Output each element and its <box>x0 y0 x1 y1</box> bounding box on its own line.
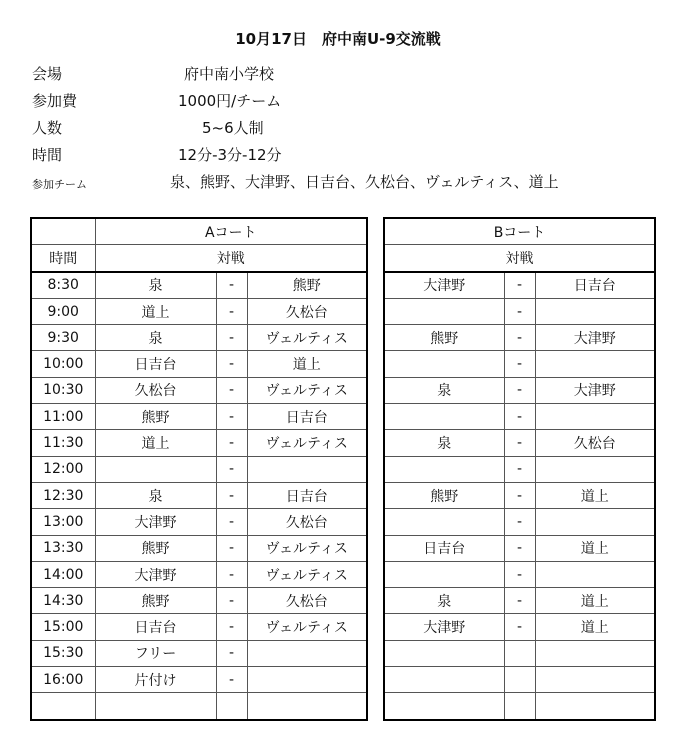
court-a-row <box>31 509 367 535</box>
time-cell: 16:00 <box>31 667 95 693</box>
blank-cell <box>31 218 95 245</box>
team-cell: ヴェルティス <box>247 535 367 561</box>
court-b-row <box>384 377 655 403</box>
court-b-row <box>384 430 655 456</box>
team-cell: 久松台 <box>535 430 655 456</box>
vs-cell: - <box>216 561 247 587</box>
court-b-row <box>384 404 655 430</box>
team-cell <box>384 640 504 666</box>
vs-cell: - <box>504 614 535 640</box>
team-cell: 熊野 <box>384 482 504 508</box>
vs-cell: - <box>504 404 535 430</box>
time-cell: 9:00 <box>31 298 95 324</box>
page-title: 10月17日 府中南U-9交流戦 <box>235 30 441 48</box>
team-cell: 日吉台 <box>95 351 216 377</box>
vs-cell: - <box>504 588 535 614</box>
court-a-match-header: 対戦 <box>95 245 367 272</box>
court-a-row <box>31 614 367 640</box>
court-b-subheader-row <box>384 245 655 272</box>
team-cell: 道上 <box>535 588 655 614</box>
court-b-row <box>384 456 655 482</box>
vs-cell: - <box>504 298 535 324</box>
court-a-row <box>31 404 367 430</box>
team-cell: ヴェルティス <box>247 614 367 640</box>
team-cell: 熊野 <box>95 535 216 561</box>
vs-cell: - <box>504 325 535 351</box>
info-row <box>32 114 652 141</box>
vs-cell: - <box>216 588 247 614</box>
time-cell: 9:30 <box>31 325 95 351</box>
info-row <box>32 141 652 168</box>
time-cell: 15:30 <box>31 640 95 666</box>
info-value: 5~6人制 <box>202 119 264 137</box>
court-a-row <box>31 325 367 351</box>
vs-cell: - <box>216 430 247 456</box>
team-cell: 熊野 <box>95 588 216 614</box>
team-cell <box>535 404 655 430</box>
team-cell <box>247 693 367 720</box>
info-label: 参加チーム <box>32 178 87 191</box>
team-cell: 泉 <box>384 588 504 614</box>
time-cell: 11:30 <box>31 430 95 456</box>
team-cell: ヴェルティス <box>247 430 367 456</box>
time-cell: 12:30 <box>31 482 95 508</box>
info-label: 会場 <box>32 65 63 83</box>
team-cell: 道上 <box>247 351 367 377</box>
info-label: 時間 <box>32 146 63 164</box>
court-b-row <box>384 640 655 666</box>
team-cell: ヴェルティス <box>247 325 367 351</box>
vs-cell: - <box>216 667 247 693</box>
court-a-schedule <box>30 217 368 721</box>
team-cell: 大津野 <box>384 614 504 640</box>
team-cell <box>535 640 655 666</box>
vs-cell: - <box>216 614 247 640</box>
court-b-row <box>384 272 655 299</box>
vs-cell: - <box>216 640 247 666</box>
vs-cell: - <box>216 298 247 324</box>
court-a-row <box>31 351 367 377</box>
team-cell: 日吉台 <box>95 614 216 640</box>
vs-cell: - <box>216 325 247 351</box>
time-cell: 11:00 <box>31 404 95 430</box>
vs-cell: - <box>504 377 535 403</box>
vs-cell <box>216 693 247 720</box>
team-cell <box>384 561 504 587</box>
team-cell: 大津野 <box>535 325 655 351</box>
court-b-row <box>384 693 655 720</box>
team-cell: 久松台 <box>247 509 367 535</box>
team-cell: 大津野 <box>535 377 655 403</box>
court-b-row <box>384 325 655 351</box>
team-cell <box>95 693 216 720</box>
vs-cell: - <box>216 377 247 403</box>
team-cell <box>384 404 504 430</box>
info-row <box>32 60 652 87</box>
time-cell: 13:30 <box>31 535 95 561</box>
team-cell: 熊野 <box>384 325 504 351</box>
court-a-row <box>31 272 367 299</box>
vs-cell: - <box>216 404 247 430</box>
team-cell <box>535 298 655 324</box>
court-b-row <box>384 535 655 561</box>
vs-cell <box>504 693 535 720</box>
court-b-row <box>384 298 655 324</box>
team-cell: 久松台 <box>247 588 367 614</box>
team-cell: 日吉台 <box>247 482 367 508</box>
team-cell: 道上 <box>535 535 655 561</box>
team-cell <box>384 667 504 693</box>
court-a-header-row <box>31 218 367 245</box>
vs-cell: - <box>216 351 247 377</box>
team-cell: 熊野 <box>247 272 367 299</box>
court-b-row <box>384 588 655 614</box>
team-cell: 泉 <box>384 430 504 456</box>
vs-cell: - <box>504 351 535 377</box>
vs-cell: - <box>504 535 535 561</box>
court-a-row <box>31 588 367 614</box>
court-a-row <box>31 377 367 403</box>
time-cell: 14:30 <box>31 588 95 614</box>
court-a-row <box>31 456 367 482</box>
court-a-subheader-row <box>31 245 367 272</box>
team-cell <box>535 351 655 377</box>
team-cell: 日吉台 <box>247 404 367 430</box>
court-a-row <box>31 430 367 456</box>
team-cell: 大津野 <box>95 509 216 535</box>
team-cell <box>535 456 655 482</box>
court-a-row <box>31 640 367 666</box>
time-cell: 8:30 <box>31 272 95 299</box>
vs-cell: - <box>504 561 535 587</box>
team-cell <box>384 351 504 377</box>
team-cell <box>247 640 367 666</box>
vs-cell: - <box>504 272 535 299</box>
team-cell: 道上 <box>95 298 216 324</box>
vs-cell: - <box>216 272 247 299</box>
info-label: 人数 <box>32 119 63 137</box>
time-cell: 12:00 <box>31 456 95 482</box>
vs-cell: - <box>216 509 247 535</box>
court-a-row <box>31 535 367 561</box>
team-cell: 泉 <box>95 272 216 299</box>
vs-cell: - <box>504 509 535 535</box>
court-a-row <box>31 482 367 508</box>
court-b-row <box>384 561 655 587</box>
team-cell: 泉 <box>95 482 216 508</box>
team-cell: 久松台 <box>247 298 367 324</box>
court-b-header-row <box>384 218 655 245</box>
team-cell: 日吉台 <box>535 272 655 299</box>
team-cell: ヴェルティス <box>247 561 367 587</box>
time-header: 時間 <box>31 245 95 272</box>
team-cell: 泉 <box>384 377 504 403</box>
team-cell: 片付け <box>95 667 216 693</box>
vs-cell <box>504 640 535 666</box>
court-b-schedule <box>383 217 656 721</box>
time-cell: 15:00 <box>31 614 95 640</box>
court-b-row <box>384 509 655 535</box>
team-cell <box>535 509 655 535</box>
team-cell <box>535 561 655 587</box>
info-row <box>32 87 652 114</box>
time-cell: 13:00 <box>31 509 95 535</box>
team-cell: 大津野 <box>384 272 504 299</box>
time-cell: 10:30 <box>31 377 95 403</box>
court-a-row <box>31 667 367 693</box>
team-cell: 日吉台 <box>384 535 504 561</box>
info-label: 参加費 <box>32 92 78 110</box>
vs-cell: - <box>504 430 535 456</box>
vs-cell: - <box>216 456 247 482</box>
time-cell: 14:00 <box>31 561 95 587</box>
court-a-row <box>31 693 367 720</box>
court-b-match-header: 対戦 <box>384 245 655 272</box>
team-cell: ヴェルティス <box>247 377 367 403</box>
court-a-row <box>31 561 367 587</box>
court-b-row <box>384 482 655 508</box>
event-info <box>32 60 652 195</box>
team-cell: 道上 <box>535 614 655 640</box>
team-cell: 久松台 <box>95 377 216 403</box>
team-cell <box>535 693 655 720</box>
team-cell: 熊野 <box>95 404 216 430</box>
court-b-label: Bコート <box>384 218 655 245</box>
team-cell: 泉 <box>95 325 216 351</box>
vs-cell: - <box>504 482 535 508</box>
team-cell <box>95 456 216 482</box>
court-b-row <box>384 614 655 640</box>
vs-cell: - <box>216 482 247 508</box>
team-cell <box>535 667 655 693</box>
team-cell: フリー <box>95 640 216 666</box>
team-cell <box>384 456 504 482</box>
team-cell <box>384 693 504 720</box>
team-cell: 道上 <box>95 430 216 456</box>
info-row <box>32 168 652 195</box>
vs-cell: - <box>216 535 247 561</box>
court-a-row <box>31 298 367 324</box>
info-value: 1000円/チーム <box>178 92 282 110</box>
info-value: 泉、熊野、大津野、日吉台、久松台、ヴェルティス、道上 <box>170 173 559 191</box>
team-cell: 道上 <box>535 482 655 508</box>
info-value: 12分-3分-12分 <box>178 146 282 164</box>
time-cell: 10:00 <box>31 351 95 377</box>
team-cell <box>384 509 504 535</box>
team-cell <box>247 667 367 693</box>
team-cell: 大津野 <box>95 561 216 587</box>
vs-cell: - <box>504 456 535 482</box>
court-b-row <box>384 667 655 693</box>
vs-cell <box>504 667 535 693</box>
court-a-label: Aコート <box>95 218 367 245</box>
team-cell <box>384 298 504 324</box>
court-b-row <box>384 351 655 377</box>
team-cell <box>247 456 367 482</box>
time-cell <box>31 693 95 720</box>
info-value: 府中南小学校 <box>184 65 275 83</box>
